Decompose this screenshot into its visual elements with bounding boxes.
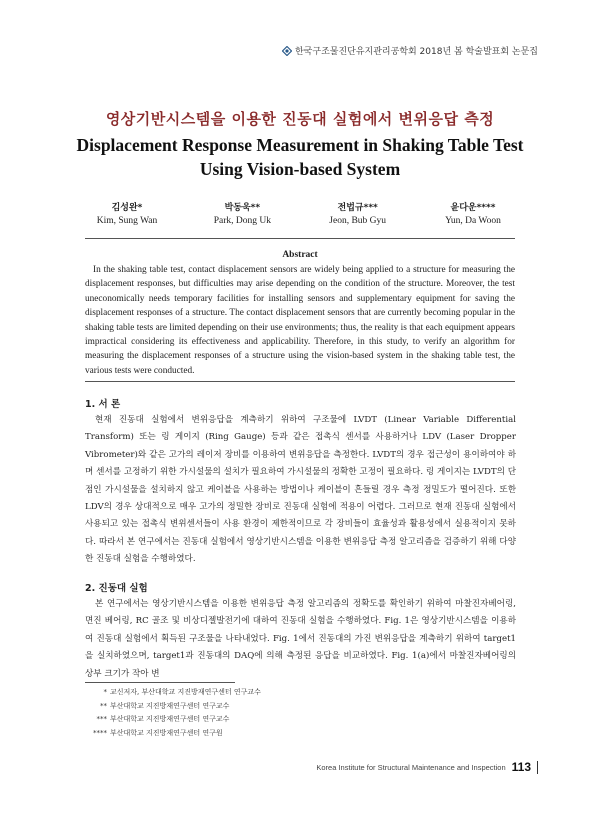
footer-organization: Korea Institute for Structural Maintenance and Inspection bbox=[316, 762, 506, 772]
author-name-english: Yun, Da Woon bbox=[445, 216, 501, 226]
footnote: **** 부산대학교 지진방재연구센터 연구원 bbox=[93, 728, 223, 737]
korean-title: 영상기반시스템을 이용한 진동대 실험에서 변위응답 측정 bbox=[105, 110, 495, 128]
author bbox=[303, 200, 413, 226]
running-header bbox=[282, 44, 538, 57]
section-heading-introduction: 1. 서 론 bbox=[85, 399, 121, 410]
abstract-heading: Abstract bbox=[282, 250, 318, 260]
footnote: ** 부산대학교 지진방재연구센터 연구교수 bbox=[100, 701, 230, 710]
footnote: *** 부산대학교 지진방재연구센터 연구교수 bbox=[96, 715, 230, 723]
footnote-divider bbox=[85, 682, 235, 683]
page-footer bbox=[316, 760, 538, 774]
author-name-english: Kim, Sung Wan bbox=[96, 216, 158, 226]
abstract-bottom-divider bbox=[85, 381, 515, 382]
footnote: * 교신저자, 부산대학교 지진방재연구센터 연구교수 bbox=[103, 688, 261, 696]
footnotes bbox=[85, 686, 385, 740]
author-list bbox=[72, 200, 528, 226]
author-name-korean: 김성완* bbox=[111, 203, 143, 213]
author bbox=[418, 200, 528, 226]
running-header-text: 한국구조물진단유지관리공학회 2018년 봄 학술발표회 논문집 bbox=[294, 47, 538, 57]
english-title-line-1: Displacement Response Measurement in Shaking Table Test bbox=[76, 135, 524, 155]
author-name-english: Park, Dong Uk bbox=[213, 216, 271, 226]
section-heading-shaking-table-test: 2. 진동대 실험 bbox=[85, 583, 148, 594]
section-body-introduction: 현재 진동대 실험에서 변위응답을 계측하기 위하여 구조물에 LVDT (Linear Variable Differential Transform) 또는 링 게이지 (Ring Gauge) 등과 같은 접촉식 센서를 사용하거나 LDV (Laser Dropper Vibrometer)와 같은 고가의 레이저 장비를 이용하여 변위응답을 측정한다. LVDT의 경우 접근성이 용이하여야 하며 센서를 고정하기 위한 가시설물의 설치가 필요하여 가시설물의 정확한 고정이 필요하다. 링 게이지는 LVDT의 단점인 가시설물을 설치하지 않고 케이블을 사용하는 방법이나 케이블이 흔들릴 경우 측정 정밀도가 떨어진다. 또한 LDV의 경우 상대적으로 매우 고가의 정밀한 장비로 진동대 실험에 적용이 어렵다. 그러므로 현재 진동대 실험에서 사용되고 있는 접촉식 변위센서들이 사용 환경이 제한적이므로 각 장비들이 효율성과 활용성에서 실용적이지 못하다. 따라서 본 연구에서는 진동대 실험에서 영상기반시스템을 이용한 변위응답 측정 알고리즘을 검증하기 위해 다양한 진동대 실험을 수행하였다. bbox=[85, 415, 516, 565]
section-body-shaking-table-test: 본 연구에서는 영상기반시스템을 이용한 변위응답 측정 알고리즘의 정확도를 확인하기 위하여 마찰진자베어링, 면진 베어링, RC 골조 및 비상디젤발전기에 대하여 진동대 실험을 수행하였다. Fig. 1은 영상기반시스템을 이용하여 진동대 실험에서 획득된 구조물을 나타내었다. Fig. 1에서 진동대의 가진 변위응답을 계측하기 위하여 target1을 실치하였으며, target1과 진동대의 DAQ에 의해 측정된 응답을 비교하였다. Fig. 1(a)에서 마찰진자베어링의 상부 크기가 작아 변 bbox=[85, 599, 516, 679]
journal-logo-icon bbox=[282, 46, 292, 56]
english-title-line-2: Using Vision-based System bbox=[199, 159, 401, 179]
footer-divider bbox=[537, 761, 538, 774]
abstract-top-divider bbox=[85, 238, 515, 239]
abstract-text: In the shaking table test, contact displacement sensors are widely being applied to a structure for measuring the displacement responses, but difficulties may arise depending on the condition of the structure. Moreover, the test uneconomically needs temporary facilities for installing sensors and supplementary equipment for saving the displacement responses of a structure. The contact displacement sensors that are currently becoming popular in the shaking table tests are limited depending on their use environments; thus, the reality is that each equipment appears impractical considering its effectiveness and applicability. Therefore, in this study, to verify an algorithm for measuring the displacement responses of a structure using the vision-based system in the shaking table test, the various tests were conducted. bbox=[85, 265, 515, 376]
english-title bbox=[0, 133, 600, 181]
author bbox=[187, 200, 297, 226]
page-number: 113 bbox=[511, 760, 531, 774]
author-name-korean: 전법규*** bbox=[337, 203, 378, 213]
author-name-korean: 윤다운**** bbox=[450, 203, 496, 213]
author-name-english: Jeon, Bub Gyu bbox=[329, 216, 387, 226]
author bbox=[72, 200, 182, 226]
author-name-korean: 박동욱** bbox=[224, 203, 261, 213]
